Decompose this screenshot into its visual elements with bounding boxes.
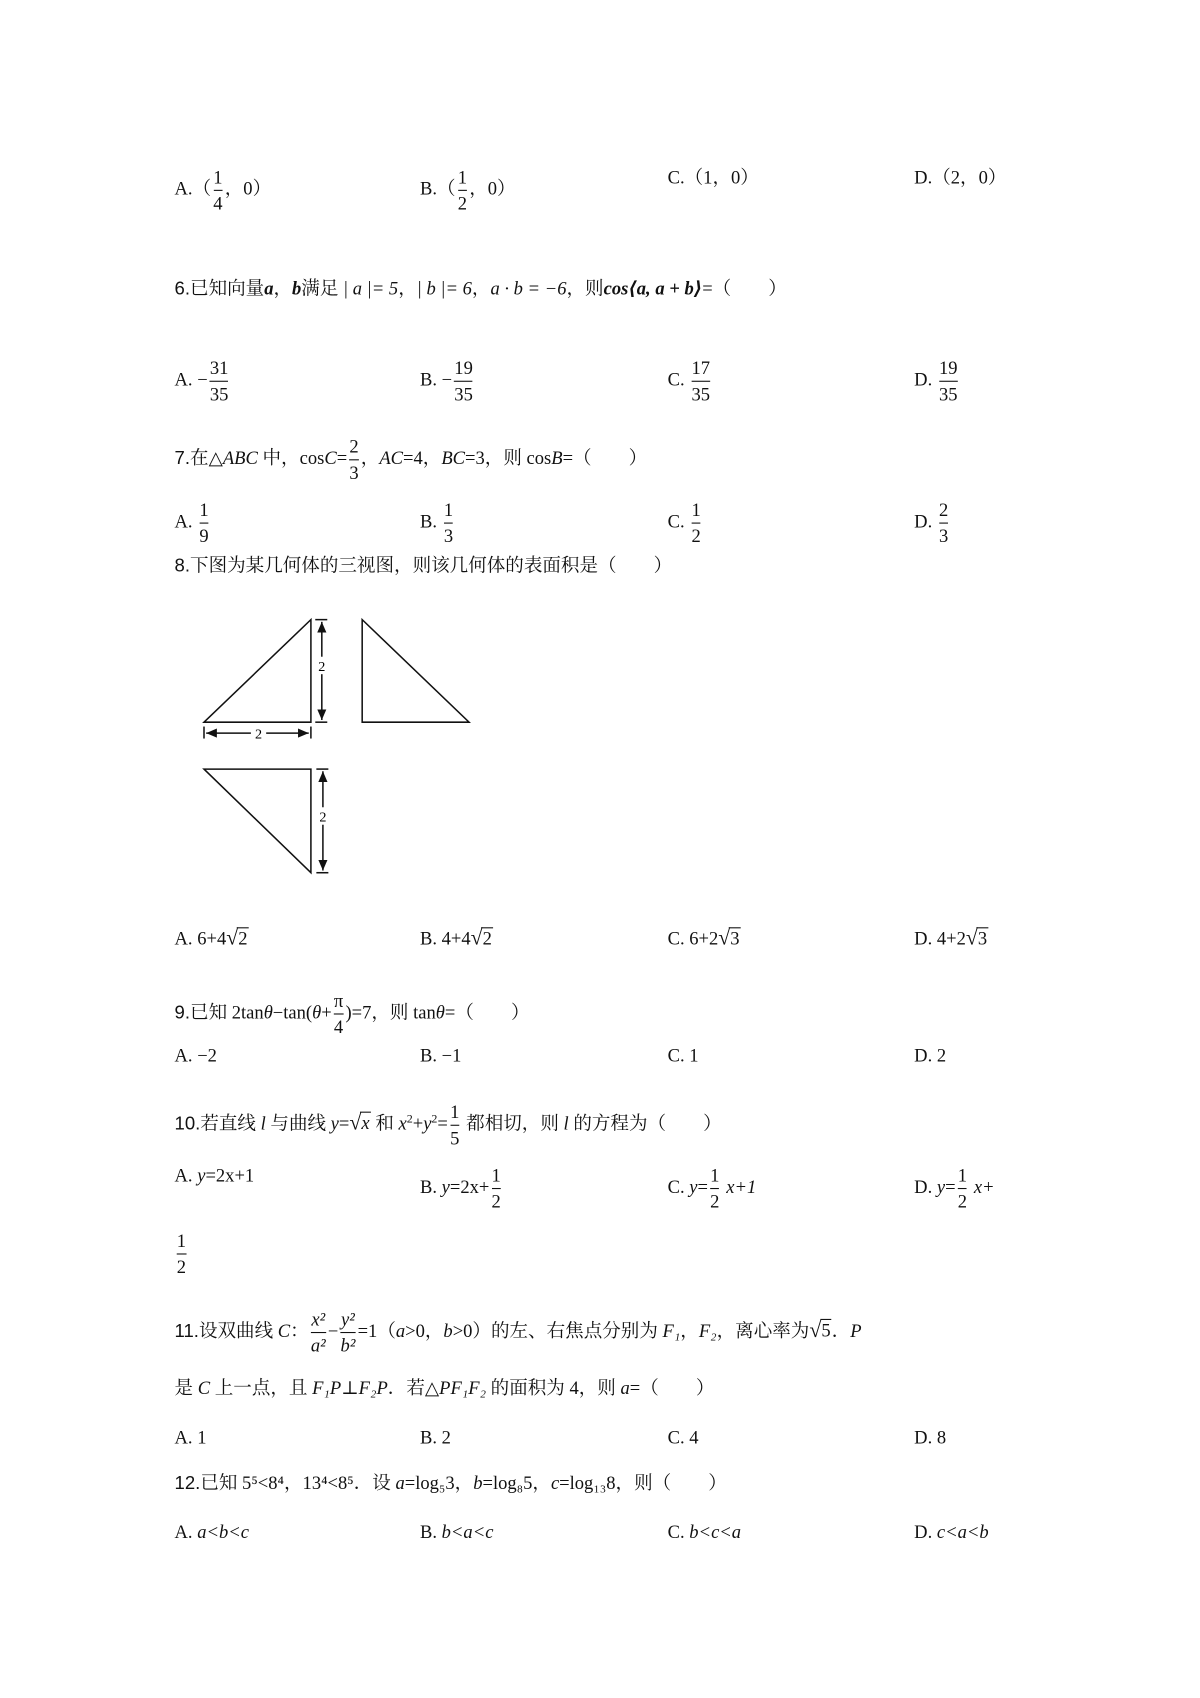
var: a	[620, 1377, 630, 1399]
denominator: 9	[199, 525, 209, 547]
question-number: 6.	[174, 278, 191, 299]
q10-option-d-wrap	[175, 1231, 189, 1278]
fraction	[334, 991, 343, 1038]
numerator: y²	[341, 1309, 355, 1330]
q9-stem	[175, 991, 530, 1038]
denominator: b²	[340, 1335, 356, 1356]
var: P	[850, 1320, 862, 1342]
numerator: 1	[491, 1165, 501, 1186]
var: l	[563, 1113, 569, 1134]
text: 已知 2tan	[190, 1001, 264, 1023]
text: 若直线	[200, 1113, 261, 1134]
radicand: 5	[821, 1320, 831, 1342]
option-text: =	[945, 1176, 956, 1198]
option-letter: B.	[419, 178, 438, 199]
fraction	[492, 1165, 501, 1212]
text: 6+4	[197, 928, 227, 950]
radicand: 3	[977, 928, 988, 950]
numerator: x²	[311, 1309, 326, 1330]
option-letter: C.	[667, 166, 685, 188]
text: =log₅3，	[404, 1472, 474, 1494]
text: ，	[471, 278, 491, 299]
text: 4+2	[936, 928, 966, 950]
var: C	[277, 1320, 291, 1342]
denominator: 2	[491, 1191, 501, 1212]
var: B	[551, 447, 563, 469]
text: +	[321, 1001, 332, 1023]
radicand: 2	[238, 928, 248, 950]
numerator: 1	[213, 166, 223, 188]
text: ．若△	[387, 1377, 440, 1399]
var: y	[936, 1176, 946, 1198]
text: +	[412, 1113, 424, 1134]
radicand: 2	[482, 928, 492, 950]
dimension-label: 2	[319, 809, 327, 826]
option-text: 2	[441, 1426, 451, 1448]
var: b	[443, 1320, 453, 1342]
option-letter: C.	[667, 928, 685, 950]
denominator: a²	[310, 1335, 326, 1356]
option-text: 1	[197, 1426, 207, 1448]
option-text: x+1	[726, 1176, 757, 1198]
numerator: 1	[691, 499, 701, 521]
text: 与曲线	[265, 1113, 331, 1134]
var: θ	[312, 1001, 322, 1023]
numerator: 1	[199, 499, 209, 521]
option-letter: C.	[667, 510, 685, 532]
text: ⊥	[341, 1377, 359, 1399]
text: 已知向量	[190, 278, 265, 299]
option-text: a<b<c	[197, 1521, 250, 1543]
math: a · b = −6	[490, 278, 567, 299]
option-letter: A.	[174, 369, 193, 390]
q10-stem: 10.若直线 l 与曲线 y=√x 和 $x^2+y^2=$ $\frac{1}{5}$ 都相切，则 l 的方程为（ ）	[174, 1101, 722, 1149]
numerator: 31	[209, 357, 229, 379]
numerator: 1	[957, 1165, 967, 1186]
text: =3，则 cos	[465, 447, 552, 469]
text: 都相切，则	[461, 1113, 564, 1134]
option-text: （1，0）	[684, 166, 759, 188]
paren: ，0）	[224, 178, 272, 199]
option-letter: D.	[914, 369, 933, 390]
text: >0）的左、右焦点分别为	[452, 1320, 663, 1342]
q12-option-c	[668, 1522, 741, 1544]
q9-option-a	[175, 1045, 217, 1067]
dimension-label: 2	[254, 726, 263, 743]
top-view-triangle	[204, 769, 311, 873]
numerator: 1	[457, 166, 468, 188]
text: 和	[370, 1113, 399, 1134]
option-text: （2，0）	[932, 166, 1007, 188]
denominator: 4	[333, 1016, 344, 1038]
option-letter: B.	[419, 1426, 438, 1448]
var: b	[473, 1472, 483, 1494]
denominator: 35	[939, 383, 958, 405]
option-text: −1	[441, 1045, 462, 1066]
var: y	[330, 1113, 339, 1134]
denominator: 2	[176, 1256, 186, 1278]
text: 则	[585, 278, 604, 299]
q12-option-a	[175, 1522, 249, 1544]
denominator: 3	[349, 462, 359, 484]
option-letter: D.	[914, 928, 933, 950]
q9-option-d	[914, 1045, 946, 1067]
denominator: 2	[957, 1191, 967, 1212]
option-text: b<a<c	[441, 1521, 494, 1543]
var: y	[441, 1176, 450, 1198]
var: C	[324, 447, 337, 469]
option-text: =2x+	[449, 1176, 490, 1198]
q8-option-b: B. 4+4√2	[419, 926, 492, 951]
radicand: 3	[730, 928, 740, 950]
denominator: 35	[209, 383, 229, 405]
text: 4+4	[441, 928, 471, 950]
q11-option-c	[668, 1427, 699, 1449]
option-letter: C.	[667, 369, 685, 390]
option-letter: D.	[914, 1521, 933, 1543]
q8-option-c: C. 6+2√3	[667, 926, 740, 951]
text: 满足	[301, 278, 339, 299]
text: =log₈5，	[482, 1472, 551, 1494]
text: 在△	[190, 447, 223, 469]
option-letter: C.	[667, 1045, 685, 1066]
option-letter: D.	[914, 166, 933, 188]
option-text: x+	[973, 1176, 995, 1198]
option-letter: A.	[174, 1165, 193, 1186]
q11-option-d	[914, 1427, 946, 1449]
math: | b |= 6	[416, 278, 472, 299]
numerator: 1	[176, 1230, 186, 1252]
text: ：	[290, 1320, 309, 1342]
question-number: 12.	[174, 1472, 201, 1494]
q8-option-a: A. 6+4√2	[174, 926, 248, 951]
text: =（ ）	[629, 1377, 715, 1399]
option-letter: B.	[419, 510, 438, 532]
text: =	[338, 1113, 350, 1134]
q12-option-b	[420, 1522, 493, 1544]
text: ，	[566, 278, 586, 299]
numerator: 19	[454, 357, 473, 379]
text: −	[327, 1320, 339, 1342]
var: PF₁F₂	[439, 1377, 487, 1399]
option-text: 1	[689, 1045, 699, 1066]
var: a	[395, 1472, 405, 1494]
var: l	[260, 1113, 266, 1134]
sign: −	[197, 369, 208, 390]
var: b	[292, 278, 302, 299]
option-letter: D.	[914, 510, 933, 532]
fraction	[958, 1165, 967, 1212]
q11-stem: 11.设双曲线 C： $\frac{\text{x²}}{\text{a²}}$ − $\frac{\text{y²}}{\text{b²}}$ =1（a>0，b>0）的左、右焦点分别为 F₁，F₂，离心率为√5．P	[174, 1309, 862, 1356]
text: ，	[273, 278, 293, 299]
text: （	[377, 1320, 396, 1342]
q10-option-a	[175, 1165, 255, 1187]
var: C	[197, 1377, 211, 1399]
sign: −	[441, 369, 453, 390]
var: x	[398, 1113, 407, 1134]
option-letter: C.	[667, 1521, 685, 1543]
dimension-label: 2	[318, 658, 326, 675]
q10-option-d	[914, 1165, 994, 1212]
paren: （	[437, 178, 456, 199]
fraction	[177, 1231, 186, 1278]
denominator: 5	[450, 1127, 460, 1149]
option-text: 8	[936, 1426, 947, 1448]
front-view-triangle	[204, 620, 311, 723]
option-text: c<a<b	[936, 1521, 989, 1543]
question-number: 9.	[174, 1001, 191, 1023]
text: >0，	[405, 1320, 444, 1342]
text: 设双曲线	[198, 1320, 278, 1342]
text: =	[437, 1113, 448, 1134]
var: F₁P	[312, 1377, 342, 1399]
text: 中，cos	[257, 447, 325, 469]
paren: （	[192, 178, 212, 199]
option-letter: D.	[914, 1426, 933, 1448]
option-letter: C.	[667, 1426, 685, 1448]
option-text: b<c<a	[689, 1521, 742, 1543]
option-letter: A.	[174, 1521, 193, 1543]
option-letter: B.	[419, 1176, 438, 1198]
text: =1	[357, 1320, 378, 1342]
option-letter: D.	[914, 1176, 933, 1198]
denominator: 2	[457, 193, 468, 214]
option-letter: A.	[174, 178, 193, 199]
option-text: 2	[936, 1045, 947, 1066]
text: ，离心率为	[716, 1320, 810, 1342]
option-letter: A.	[174, 1426, 193, 1448]
text: 下图为某几何体的三视图，则该几何体的表面积是（ ）	[190, 555, 673, 576]
text: =4，	[403, 447, 442, 469]
var: y	[197, 1165, 206, 1186]
var: y	[689, 1176, 698, 1198]
text: 是	[174, 1377, 198, 1399]
q10-option-b	[420, 1165, 503, 1212]
fraction	[341, 1309, 356, 1356]
option-letter: B.	[419, 369, 438, 390]
text: =	[336, 447, 348, 469]
text: 的方程为（ ）	[568, 1113, 722, 1134]
var: a	[264, 278, 274, 299]
denominator: 35	[691, 383, 711, 405]
denominator: 3	[443, 525, 454, 547]
question-number: 8.	[174, 555, 191, 576]
text: ，	[680, 1320, 699, 1342]
option-letter: B.	[419, 1521, 438, 1543]
text: 的面积为 4，则	[486, 1377, 621, 1399]
var: AC	[379, 447, 404, 469]
q9-option-b	[420, 1045, 461, 1067]
text: =（ ）	[702, 278, 787, 299]
text: −tan(	[272, 1001, 313, 1023]
text: 已知 5⁵<8⁴，13⁴<8⁵．设	[200, 1472, 396, 1494]
var: ABC	[222, 447, 258, 469]
option-text: 4	[689, 1426, 699, 1448]
side-view-triangle	[362, 620, 469, 723]
fraction	[710, 1165, 719, 1212]
denominator: 3	[939, 525, 949, 547]
option-letter: D.	[914, 1045, 933, 1066]
q12-option-d	[914, 1522, 988, 1544]
numerator: 17	[691, 357, 711, 379]
numerator: 2	[939, 499, 949, 521]
option-letter: A.	[174, 928, 193, 950]
option-letter: A.	[174, 1045, 193, 1066]
text: ．	[831, 1320, 851, 1342]
var: θ	[435, 1001, 445, 1023]
var: θ	[263, 1001, 273, 1023]
option-letter: C.	[667, 1176, 685, 1198]
numerator: 1	[710, 1165, 720, 1186]
denominator: 2	[691, 525, 701, 547]
option-text: −2	[197, 1045, 217, 1066]
option-letter: A.	[174, 510, 193, 532]
q11-option-b	[420, 1427, 451, 1449]
numerator: 19	[939, 357, 958, 379]
var: y	[423, 1113, 432, 1134]
q10-option-c	[668, 1165, 757, 1212]
paren: ，0）	[469, 178, 516, 199]
text: =log₁₃8，则（ ）	[559, 1472, 727, 1494]
q9-option-c	[668, 1045, 699, 1067]
question-number: 10.	[174, 1113, 201, 1134]
var: F₂	[698, 1320, 717, 1342]
var: F₂P	[358, 1377, 388, 1399]
q8-option-d: D. 4+2√3	[914, 926, 988, 951]
fraction	[311, 1309, 326, 1356]
q11-option-a	[175, 1427, 207, 1449]
numerator: 1	[443, 499, 454, 521]
var: c	[550, 1472, 560, 1494]
denominator: 2	[710, 1191, 720, 1212]
option-letter: B.	[419, 1045, 438, 1066]
text: 6+2	[689, 928, 719, 950]
denominator: 35	[454, 383, 473, 405]
option-letter: B.	[419, 928, 438, 950]
numerator: 2	[349, 436, 359, 458]
text: ，	[398, 278, 417, 299]
q11-stem-line2	[175, 1378, 715, 1400]
text: )=7，则 tan	[345, 1001, 436, 1023]
option-text: =	[697, 1176, 708, 1198]
text: ，	[360, 447, 380, 469]
q12-stem	[175, 1473, 727, 1495]
option-text: =2x+1	[205, 1165, 255, 1186]
var: a	[395, 1320, 406, 1342]
text: =（ ）	[562, 447, 648, 469]
var: BC	[441, 447, 466, 469]
text: 上一点，且	[210, 1377, 313, 1399]
math: | a |= 5	[343, 278, 399, 299]
math: cos⟨a, a + b⟩	[603, 278, 703, 299]
question-number: 11.	[174, 1320, 199, 1342]
radicand: x	[361, 1113, 370, 1134]
numerator: π	[333, 990, 344, 1012]
denominator: 4	[213, 193, 223, 214]
numerator: 1	[450, 1101, 460, 1123]
question-number: 7.	[174, 447, 191, 469]
fraction	[450, 1102, 459, 1149]
var: F₁	[662, 1320, 681, 1342]
text: =（ ）	[444, 1001, 530, 1023]
